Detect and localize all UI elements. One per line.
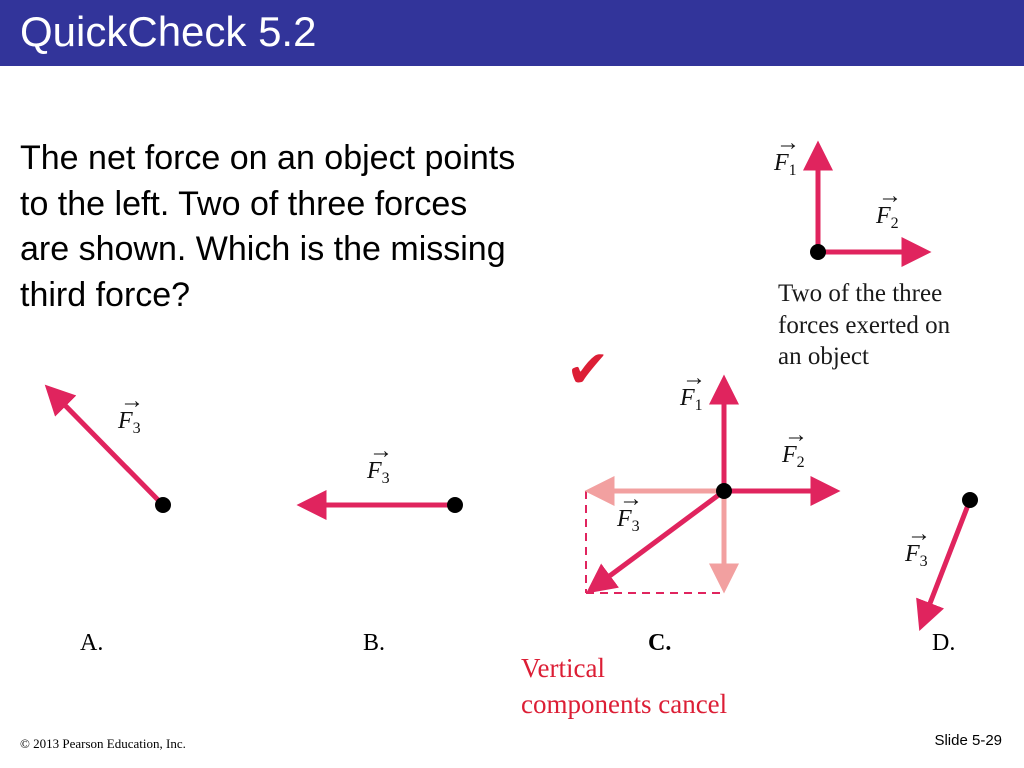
- object-dot: [447, 497, 463, 513]
- choice-a-diagram: [50, 388, 171, 513]
- question-line: are shown. Which is the missing: [20, 230, 506, 268]
- slide-number: Slide 5-29: [934, 732, 1002, 749]
- object-dot: [962, 492, 978, 508]
- force-label-f2: $F_2$: [782, 442, 805, 471]
- force-f3-arrow: [592, 491, 724, 589]
- question-line: to the left. Two of three forces: [20, 184, 468, 223]
- force-f3-arrow: [50, 390, 163, 505]
- force-label-f2: $F_2$: [876, 203, 899, 232]
- force-label-f3: $F_3$: [118, 408, 141, 437]
- force-f3-arrow: [922, 500, 970, 624]
- vector-arrow-mark: →: [776, 130, 800, 156]
- force-label-f3: $F_3$: [905, 541, 928, 570]
- vector-arrow-mark: →: [682, 365, 706, 391]
- caption-line: an object: [778, 343, 869, 370]
- vector-arrow-mark: →: [907, 521, 931, 547]
- slide-title: QuickCheck 5.2: [20, 8, 317, 55]
- force-label-f1: $F_1$: [774, 150, 797, 179]
- caption-line: forces exerted on: [778, 311, 951, 339]
- choice-label-b: B.: [363, 630, 386, 656]
- given-forces-diagram: [773, 130, 924, 260]
- caption-line: Two of the three: [778, 280, 943, 307]
- choice-b-diagram: [304, 438, 463, 513]
- object-dot: [716, 483, 732, 499]
- choice-d-diagram: [904, 492, 978, 624]
- explanation-line: Vertical: [521, 653, 605, 683]
- choice-c-diagram: [586, 365, 833, 593]
- force-label-f1: $F_1$: [680, 385, 703, 414]
- vector-arrow-mark: →: [120, 388, 144, 414]
- question-line: third force?: [20, 275, 191, 314]
- question-line: The net force on an object points: [20, 139, 516, 177]
- vector-arrow-mark: →: [369, 438, 393, 464]
- correct-answer-check-icon: ✔: [566, 340, 610, 400]
- answer-explanation: [521, 650, 727, 722]
- copyright-notice: © 2013 Pearson Education, Inc.: [20, 736, 186, 751]
- vector-arrow-mark: →: [619, 486, 643, 512]
- vector-arrow-mark: →: [784, 422, 808, 448]
- explanation-line: components cancel: [521, 689, 728, 719]
- choice-label-c: C.: [648, 630, 672, 656]
- object-dot: [810, 244, 826, 260]
- vector-arrow-mark: →: [878, 183, 902, 209]
- choice-label-d: D.: [932, 630, 956, 656]
- choice-label-a: A.: [80, 630, 104, 656]
- force-label-f3: $F_3$: [617, 506, 640, 535]
- object-dot: [155, 497, 171, 513]
- force-label-f3: $F_3$: [367, 458, 390, 487]
